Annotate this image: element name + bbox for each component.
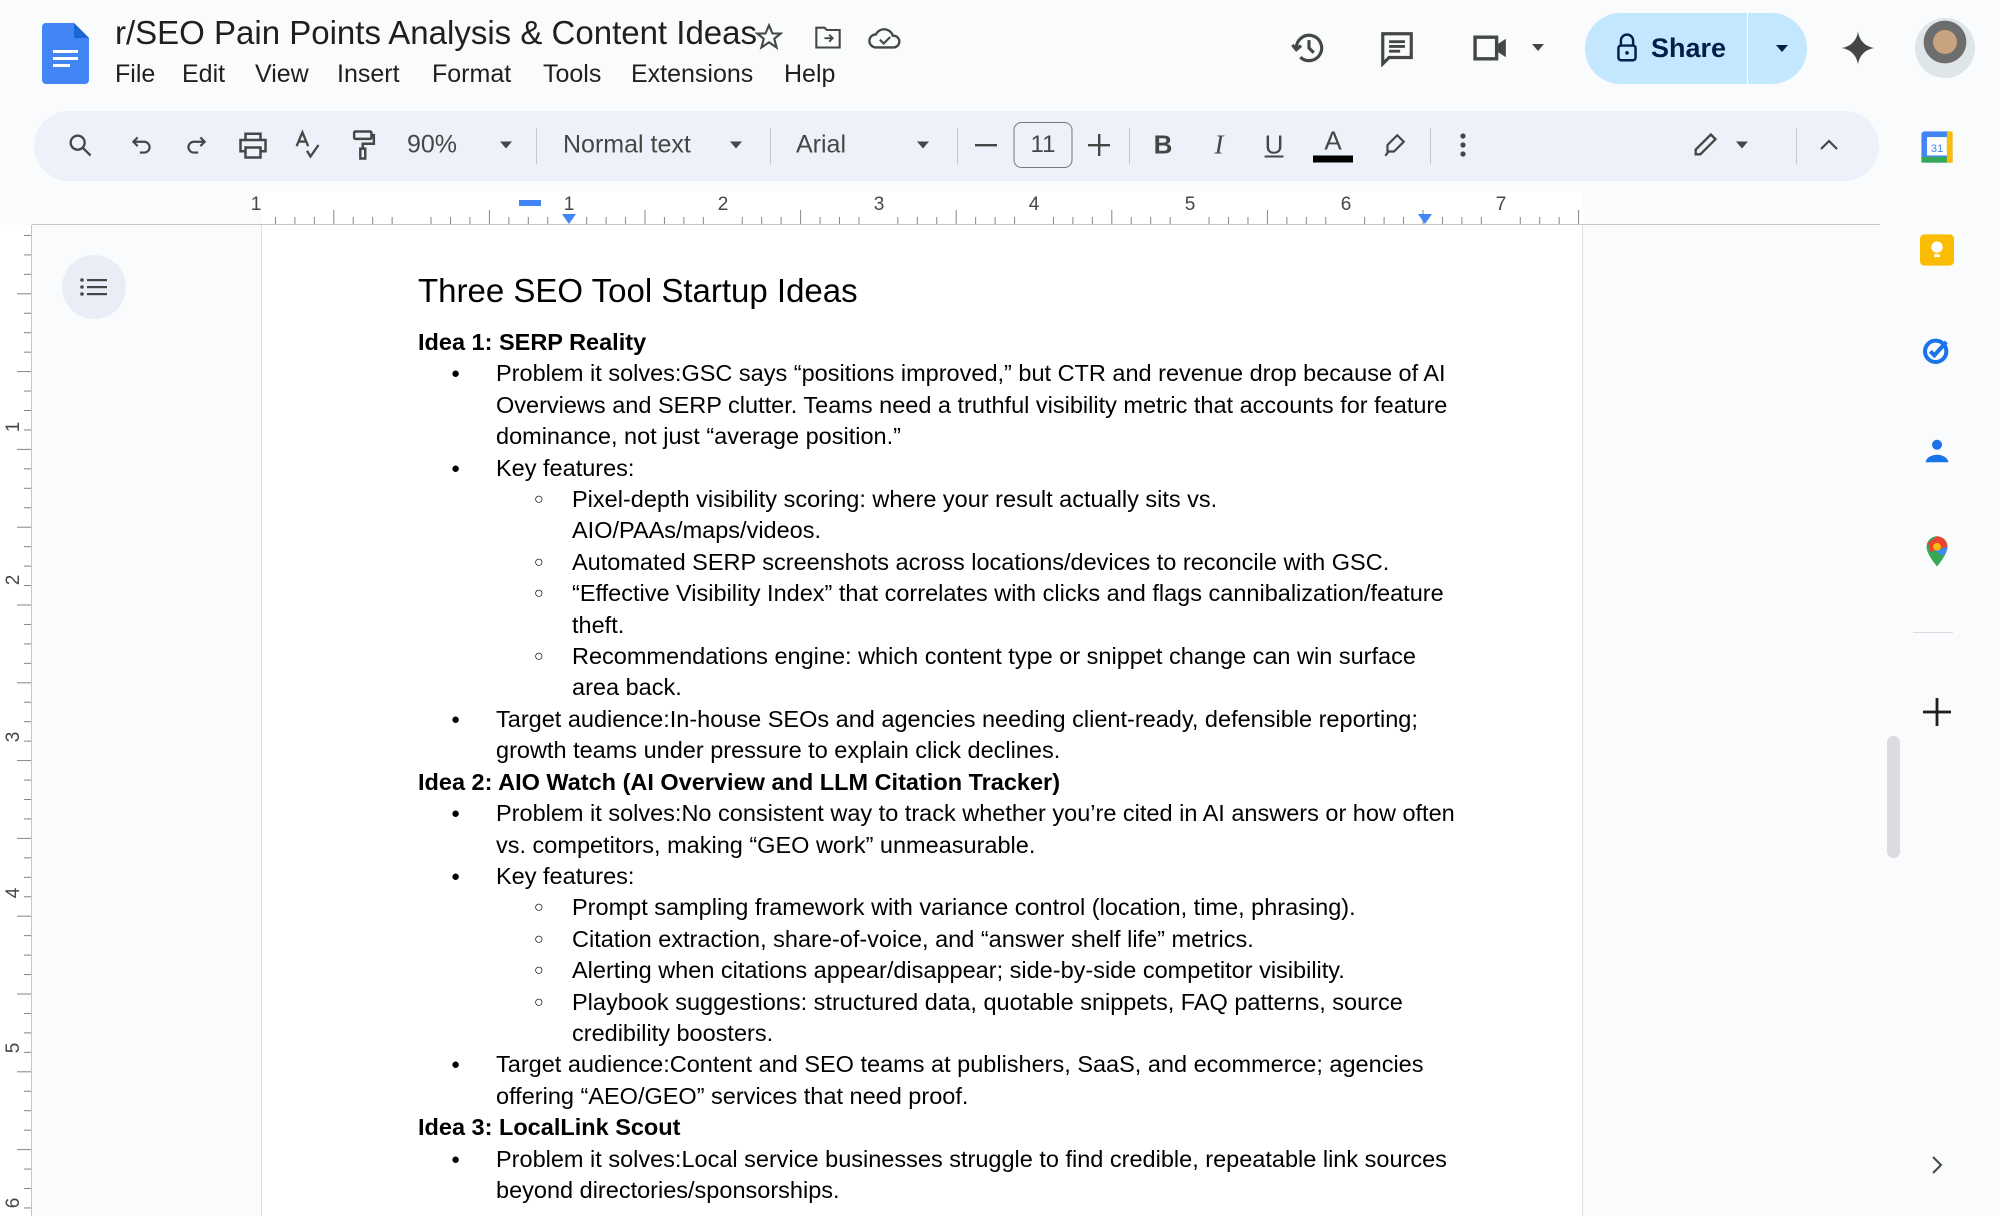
bullet-problem: ● Problem it solves:No consistent way to track whether you’re cited in AI answers or how often vs. competitors, making “GEO work” unmeasurable. — [418, 798, 1458, 861]
ruler-label: 2 — [3, 574, 24, 586]
bold-button[interactable]: B — [1153, 129, 1173, 160]
sub-bullet-feature: ○ Alerting when citations appear/disappear; side-by-side competitor visibility. — [418, 955, 1458, 986]
ruler-label: 7 — [1495, 194, 1507, 215]
idea-heading: Idea 3: LocalLink Scout — [418, 1114, 681, 1141]
first-line-indent-marker[interactable] — [519, 200, 541, 206]
docs-logo-icon[interactable] — [42, 23, 89, 84]
menu-view[interactable]: View — [255, 60, 309, 88]
vertical-ruler[interactable] — [0, 225, 32, 1216]
ruler-label: 2 — [717, 194, 729, 215]
bullet-target-audience: ● Target audience:Content and SEO teams at publishers, SaaS, and ecommerce; agencies offering “AEO/GEO” services that need proof. — [418, 1049, 1458, 1112]
increase-font-size-icon[interactable] — [1088, 134, 1110, 156]
sub-bullet-feature: ○ Recommendations engine: which content type or snippet change can win surface area back. — [418, 641, 1458, 704]
document-title[interactable]: r/SEO Pain Points Analysis & Content Ideas — [115, 14, 758, 51]
sub-bullet-feature: ○ Prompt sampling framework with variance control (location, time, phrasing). — [418, 892, 1458, 923]
vertical-scrollbar[interactable] — [1887, 736, 1900, 858]
zoom-dropdown-icon[interactable] — [500, 142, 512, 149]
bullet-target-audience: ● Target audience:In-house SEOs and agencies needing client-ready, defensible reporting; growth teams under pressure to explain click declines. — [418, 704, 1458, 767]
ruler-label: 4 — [1028, 194, 1040, 215]
cloud-saved-icon[interactable] — [868, 22, 902, 52]
bullet-problem: ● Problem it solves:GSC says “positions improved,” but CTR and revenue drop because of AI Overviews and SERP clutter. Teams need a truthful visibility metric that accounts for feature dominance, not just “average position.” — [418, 358, 1458, 452]
ruler-label: 6 — [1340, 194, 1352, 215]
star-icon[interactable] — [754, 22, 784, 52]
calendar-icon[interactable] — [1920, 130, 1954, 164]
sub-bullet-feature: ○ Citation extraction, share-of-voice, and “answer shelf life” metrics. — [418, 924, 1458, 955]
contacts-icon[interactable] — [1920, 434, 1954, 468]
search-menus-icon[interactable] — [66, 131, 94, 159]
share-dropdown-icon[interactable] — [1757, 13, 1807, 84]
sub-bullet-feature: ○ Pixel-depth visibility scoring: where your result actually sits vs. AIO/PAAs/maps/videos. — [418, 484, 1458, 547]
redo-icon[interactable] — [183, 132, 209, 158]
text-color-label: A — [1324, 125, 1342, 156]
menu-format[interactable]: Format — [432, 60, 512, 88]
lock-icon — [1615, 33, 1639, 63]
print-icon[interactable] — [238, 131, 268, 159]
sub-bullet-feature: ○ Playbook suggestions: structured data, quotable snippets, FAQ patterns, source credibility boosters. — [418, 987, 1458, 1050]
ruler-label: 3 — [873, 194, 885, 215]
idea-heading: Idea 2: AIO Watch (AI Overview and LLM Citation Tracker) — [418, 768, 1061, 795]
share-label: Share — [1651, 33, 1727, 63]
editing-mode-dropdown-icon[interactable] — [1736, 142, 1748, 149]
style-dropdown-icon[interactable] — [730, 142, 742, 149]
font-dropdown-icon[interactable] — [917, 142, 929, 149]
document-page[interactable] — [261, 225, 1583, 1216]
text-color-button[interactable] — [1313, 125, 1353, 163]
ruler-label: 5 — [1184, 194, 1196, 215]
maps-icon[interactable] — [1920, 535, 1954, 569]
font-select[interactable]: Arial — [796, 130, 847, 159]
underline-button[interactable]: U — [1264, 129, 1284, 160]
document-heading: Three SEO Tool Startup Ideas — [418, 272, 858, 309]
menu-file[interactable]: File — [115, 60, 156, 88]
font-size-input[interactable]: 11 — [1014, 122, 1073, 168]
ruler-label: 6 — [3, 1197, 24, 1209]
comments-icon[interactable] — [1376, 27, 1418, 69]
bullet-key-features: ● Key features: — [418, 861, 1458, 892]
bullet-problem: ● Problem it solves:Local service businesses struggle to find credible, repeatable link sources beyond directories/sponsorships. — [418, 1144, 1458, 1207]
undo-icon[interactable] — [129, 132, 155, 158]
decrease-font-size-icon[interactable] — [975, 143, 997, 147]
document-body[interactable] — [418, 327, 1458, 1206]
bullet-key-features: ● Key features: — [418, 453, 1458, 484]
zoom-select[interactable]: 90% — [407, 130, 458, 159]
ruler-label: 5 — [3, 1042, 24, 1054]
ruler-label: 4 — [3, 887, 24, 899]
keep-icon[interactable] — [1920, 233, 1954, 267]
meet-icon[interactable] — [1470, 27, 1514, 69]
get-addons-icon[interactable] — [1920, 695, 1954, 729]
ruler-label: 1 — [563, 194, 575, 215]
horizontal-ruler[interactable] — [0, 191, 1880, 225]
menu-tools[interactable]: Tools — [543, 60, 602, 88]
document-outline-button[interactable] — [62, 255, 126, 319]
ruler-label: 1 — [3, 421, 24, 433]
paragraph-style-select[interactable]: Normal text — [563, 130, 691, 159]
version-history-icon[interactable] — [1288, 27, 1330, 69]
tasks-icon[interactable] — [1920, 333, 1954, 367]
gemini-icon[interactable] — [1838, 27, 1878, 69]
meet-dropdown-icon[interactable] — [1531, 42, 1545, 52]
ruler-label: 1 — [250, 194, 262, 215]
hide-menus-icon[interactable] — [1819, 139, 1839, 151]
more-options-icon[interactable] — [1460, 133, 1466, 157]
move-folder-icon[interactable] — [813, 22, 843, 52]
share-button[interactable] — [1585, 13, 1807, 84]
side-panel — [1913, 0, 2000, 1216]
sub-bullet-feature: ○ “Effective Visibility Index” that correlates with clicks and flags cannibalization/feature theft. — [418, 578, 1458, 641]
menu-insert[interactable]: Insert — [337, 60, 400, 88]
menu-extensions[interactable]: Extensions — [631, 60, 754, 88]
spelling-icon[interactable] — [293, 130, 321, 160]
menu-help[interactable]: Help — [784, 60, 836, 88]
svg-text:31: 31 — [1930, 142, 1944, 155]
italic-button[interactable]: I — [1214, 129, 1224, 160]
editing-mode-icon[interactable] — [1691, 131, 1719, 159]
menu-edit[interactable]: Edit — [182, 60, 226, 88]
highlight-color-icon[interactable] — [1381, 132, 1407, 158]
expand-panel-icon[interactable] — [1920, 1148, 1954, 1182]
ruler-label: 3 — [3, 731, 24, 743]
sub-bullet-feature: ○ Automated SERP screenshots across locations/devices to reconcile with GSC. — [418, 547, 1458, 578]
idea-heading: Idea 1: SERP Reality — [418, 329, 647, 355]
paint-format-icon[interactable] — [351, 129, 377, 161]
